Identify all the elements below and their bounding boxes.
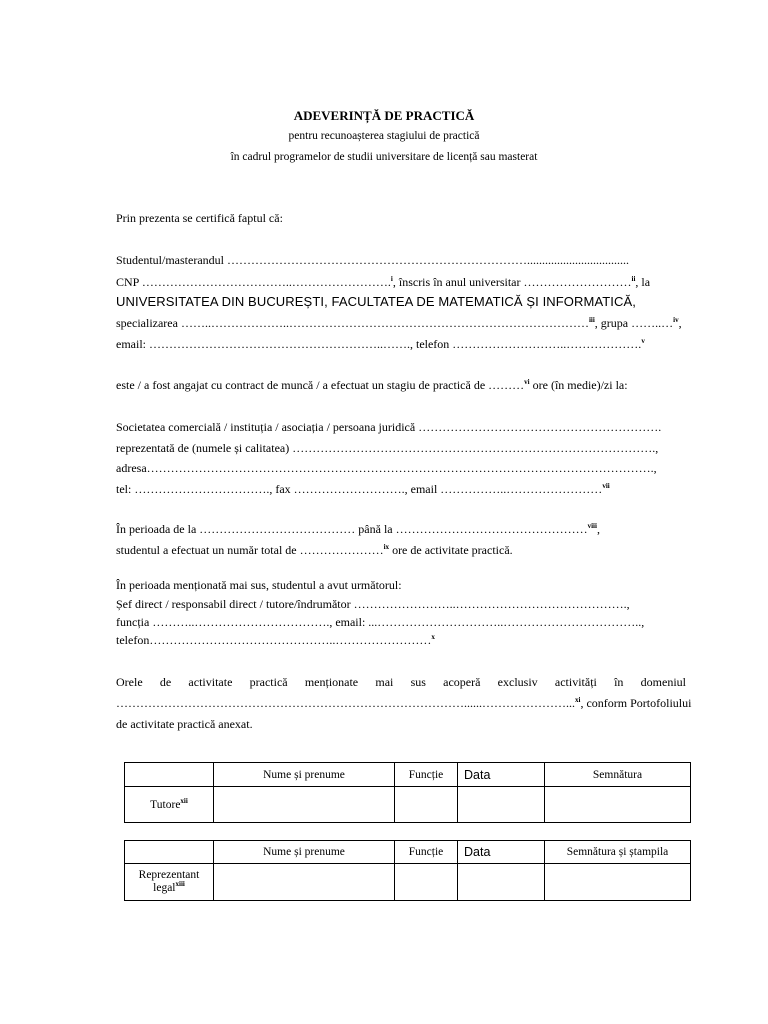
enrolled-text: , înscris în anul universitar ……………………… <box>392 275 632 289</box>
tutor-col-function: Funcție <box>395 763 458 787</box>
group-end: , <box>678 316 682 330</box>
email-phone-line <box>116 337 645 351</box>
rep-date-cell[interactable] <box>458 864 545 901</box>
supervisor-line: Șef direct / responsabil direct / tutore/îndrumător ……………………..……………………………………., <box>116 597 630 611</box>
address-line: adresa………………………………………………………………………………………………………………., <box>116 461 657 475</box>
intro-text: Prin prezenta se certifică faptul că: <box>116 211 283 225</box>
group-text: , grupa ……..… <box>594 316 674 330</box>
tutor-name-cell[interactable] <box>214 787 395 823</box>
email-phone-text: email: …………………………………………………..……., telefon ………………………..………………. <box>116 337 642 351</box>
student-line: Studentul/masterandul ………………………………………………………………….................................. <box>116 253 629 267</box>
rep-row-label <box>125 864 214 901</box>
note-x: x <box>431 633 435 641</box>
tutor-col-name: Nume și prenume <box>214 763 395 787</box>
university-line: UNIVERSITATEA DIN BUCUREȘTI, FACULTATEA DE MATEMATICĂ ȘI INFORMATICĂ, <box>116 294 636 309</box>
cnp-line <box>116 275 650 289</box>
contact-text: tel: ……………………………., fax ………………………., email ……………..…………………… <box>116 482 603 496</box>
note-xi: xi <box>575 696 581 704</box>
rep-col-date: Data <box>458 841 545 864</box>
employment-line <box>116 378 628 392</box>
note-ii: ii <box>631 275 636 283</box>
tutor-date-cell[interactable] <box>458 787 545 823</box>
note-i: i <box>390 275 393 283</box>
period-end: , <box>596 522 600 536</box>
subtitle-1: pentru recunoașterea stagiului de practică <box>288 130 480 142</box>
note-v: v <box>641 337 645 345</box>
tutor-label: Tutore <box>150 798 181 811</box>
rep-function-cell[interactable] <box>395 864 458 901</box>
contact-line <box>116 482 610 496</box>
company-line: Societatea comercială / instituția / asociația / persoana juridică ……………………………………………………. <box>116 420 662 434</box>
note-xii: xii <box>180 796 188 805</box>
employment-text-2: ore (în medie)/zi la: <box>529 378 628 392</box>
total-hours-text: studentul a efectuat un număr total de ………………… <box>116 543 384 557</box>
la-text: , la <box>635 275 651 289</box>
rep-col-function: Funcție <box>395 841 458 864</box>
domain-dots: ……………………………………………………………………………......…………………... <box>116 696 575 710</box>
spec-text: specializarea ……..………………..………………………………………………………………… <box>116 316 589 330</box>
document-title: ADEVERINȚĂ DE PRACTICĂ <box>293 108 475 123</box>
function-email-line: funcția ………..……………………………., email: ...…………………………..…………………………….., <box>116 615 645 629</box>
employment-text-1: este / a fost angajat cu contract de muncă / a efectuat un stagiu de practică de ……… <box>116 378 525 392</box>
representative-table <box>124 840 691 901</box>
rep-label-2: legal <box>153 882 176 894</box>
supervisor-intro: În perioada menționată mai sus, studentul a avut următorul: <box>116 578 402 592</box>
supervisor-phone-text: telefon………………………………………..…………………… <box>116 633 432 647</box>
representative-line: reprezentată de (numele și calitatea) ………………………………………………………………………………., <box>116 441 659 455</box>
rep-label-1: Reprezentant <box>138 869 200 881</box>
note-xiii: xiii <box>175 880 185 889</box>
tutor-signature-cell[interactable] <box>545 787 691 823</box>
rep-col-name: Nume și prenume <box>214 841 395 864</box>
coverage-line-1: Orele de activitate practică menționate mai sus acoperă exclusiv activități în domeniul <box>116 675 686 689</box>
note-vii: vii <box>602 482 610 490</box>
note-vi: vi <box>524 378 530 386</box>
coverage-line-3: de activitate practică anexat. <box>116 717 253 731</box>
note-viii: viii <box>587 522 597 530</box>
cnp-text: CNP ………………………………..……………………. <box>116 275 391 289</box>
note-iv: iv <box>673 316 679 324</box>
supervisor-phone-line <box>116 633 435 647</box>
coverage-line-2 <box>116 696 691 710</box>
period-line <box>116 522 600 536</box>
rep-table-corner <box>125 841 214 864</box>
note-ix: ix <box>383 543 390 551</box>
portfolio-text: , conform Portofoliului <box>580 696 692 710</box>
tutor-row-label <box>125 787 214 823</box>
tutor-col-date: Data <box>458 763 545 787</box>
rep-name-cell[interactable] <box>214 864 395 901</box>
specialization-line <box>116 316 682 330</box>
rep-col-signature: Semnătura și ștampila <box>545 841 691 864</box>
period-text: În perioada de la ………………………………… până la ………………………………………… <box>116 522 588 536</box>
rep-signature-cell[interactable] <box>545 864 691 901</box>
note-iii: iii <box>588 316 595 324</box>
tutor-function-cell[interactable] <box>395 787 458 823</box>
tutor-table-corner <box>125 763 214 787</box>
total-hours-line <box>116 543 513 557</box>
total-hours-end: ore de activitate practică. <box>389 543 513 557</box>
tutor-col-signature: Semnătura <box>545 763 691 787</box>
tutor-table <box>124 762 691 823</box>
subtitle-2: în cadrul programelor de studii universitare de licență sau masterat <box>230 151 538 163</box>
